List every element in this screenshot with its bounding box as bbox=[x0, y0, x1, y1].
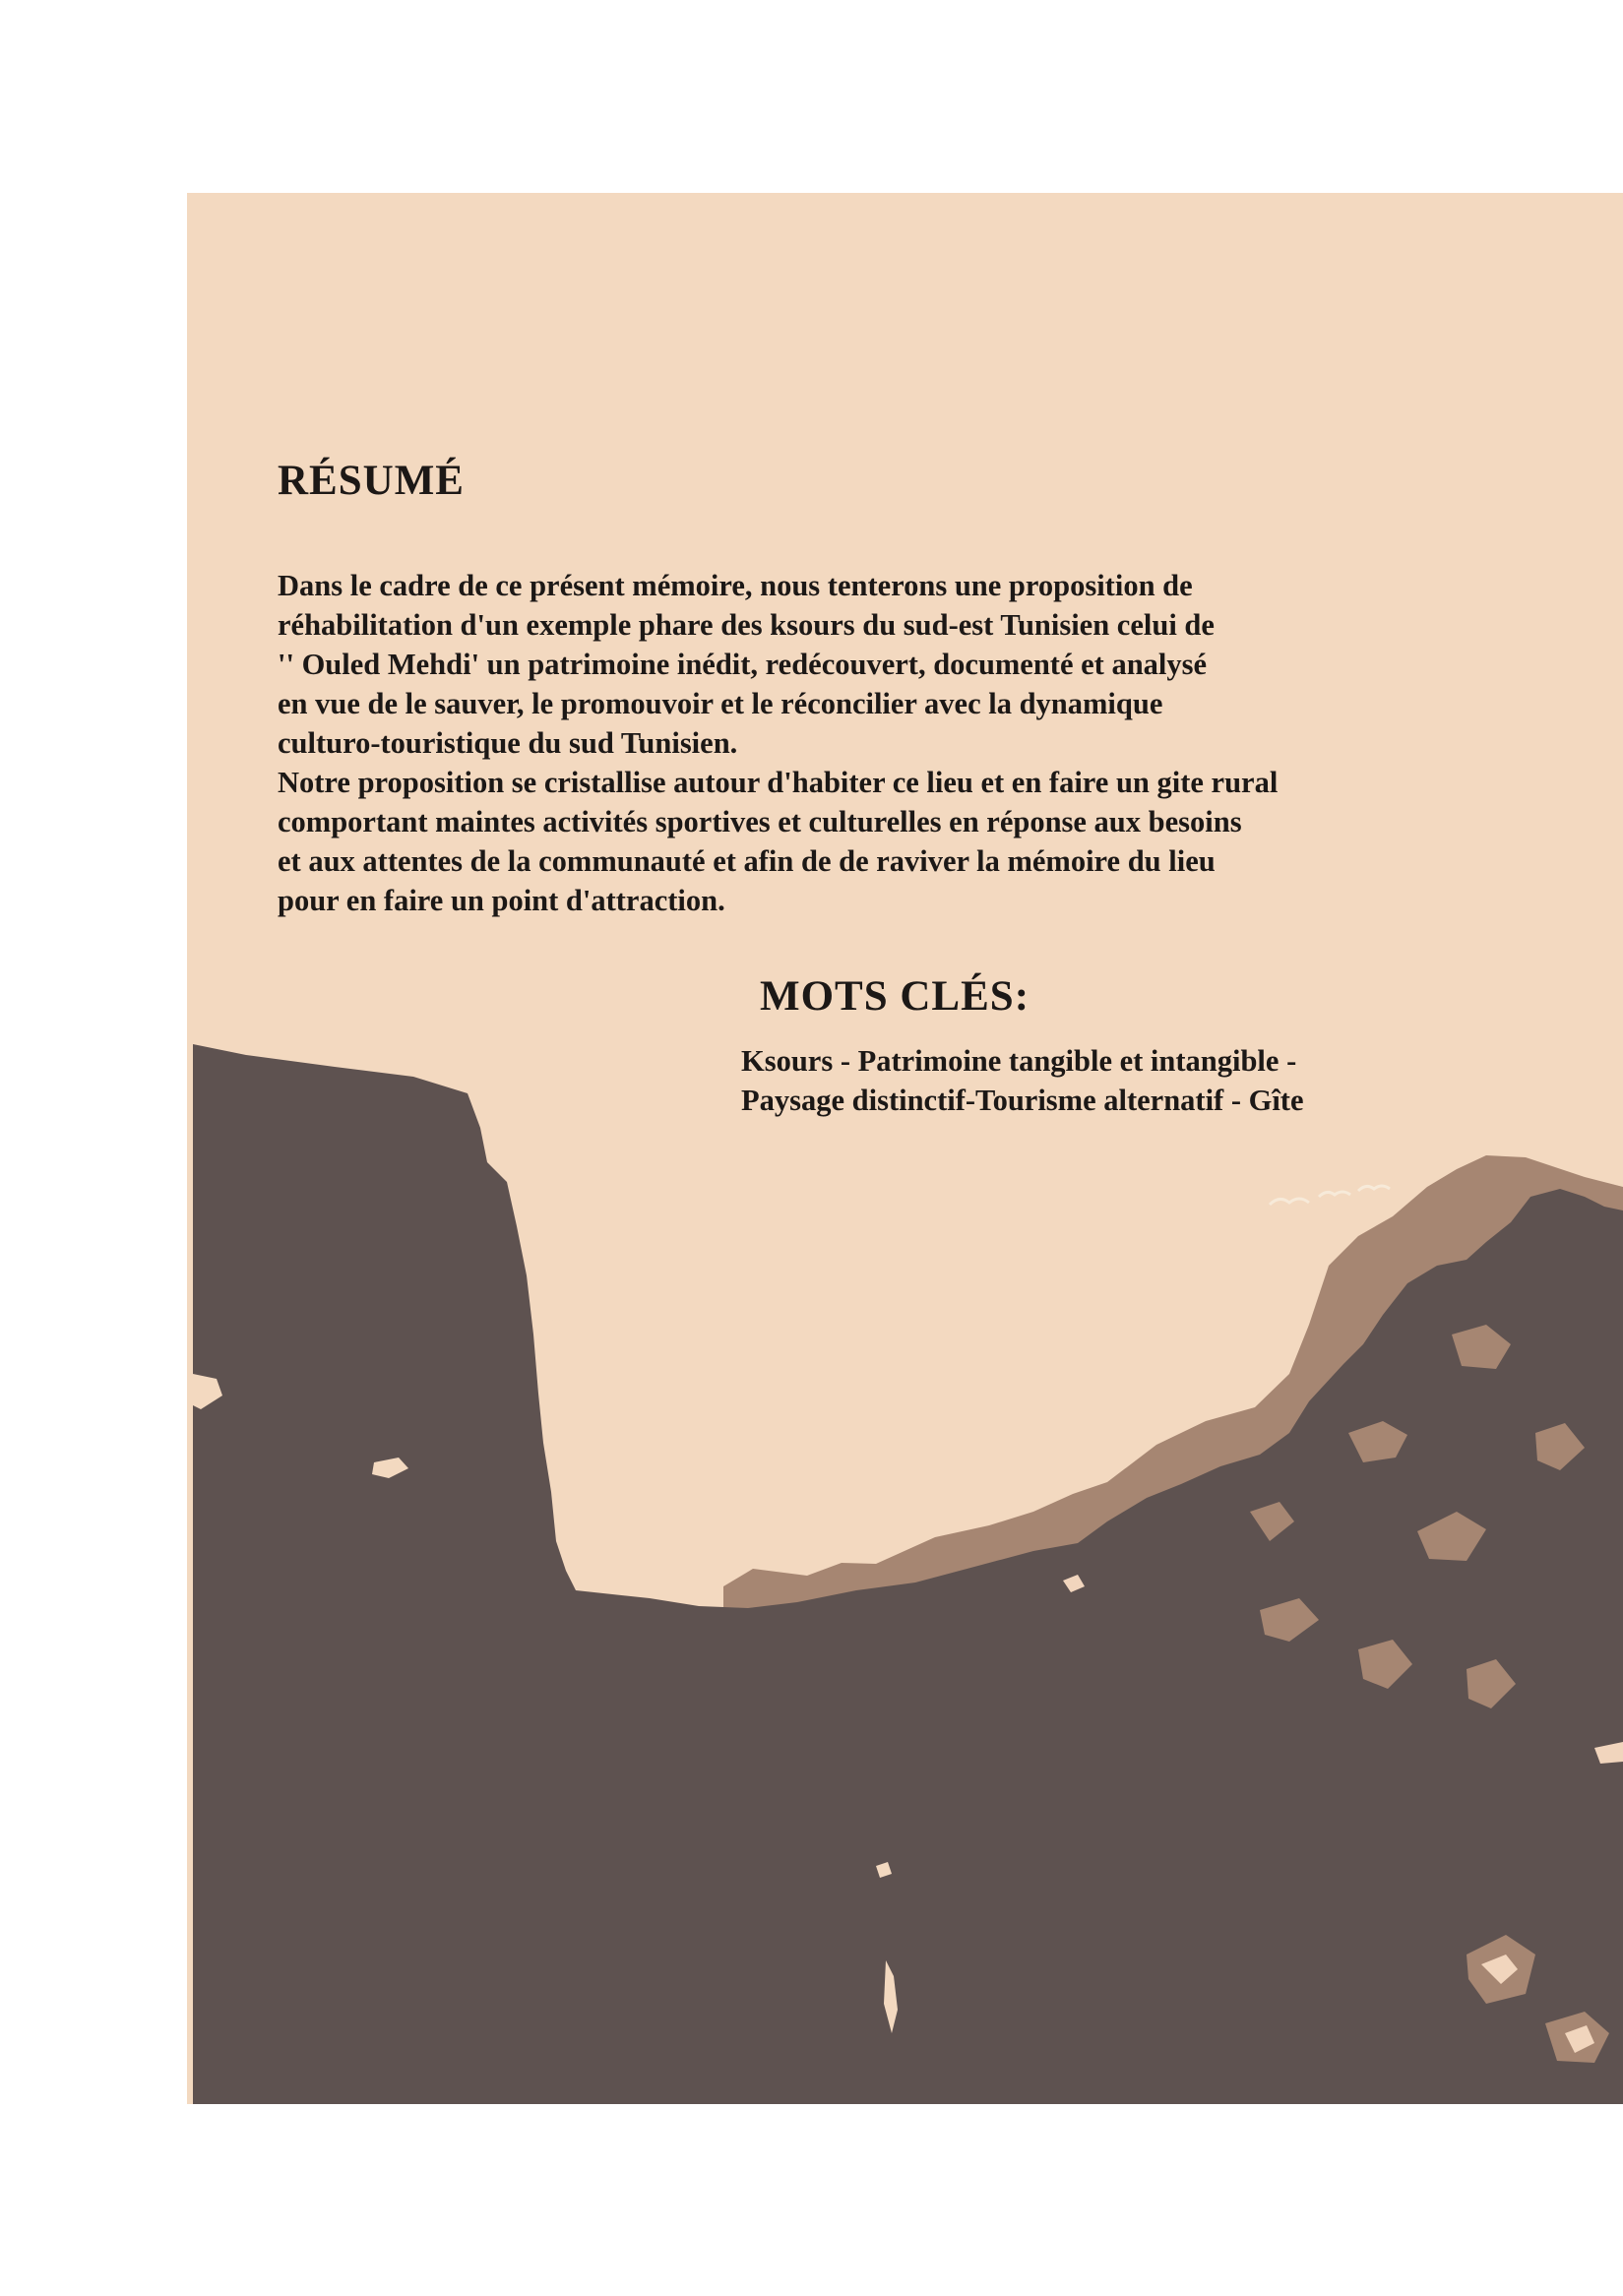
resume-line: réhabilitation d'un exemple phare des ksours du sud-est Tunisien celui de bbox=[278, 608, 1215, 642]
bird-shape bbox=[1270, 1199, 1309, 1205]
resume-line: et aux attentes de la communauté et afin de de raviver la mémoire du lieu bbox=[278, 844, 1216, 878]
resume-paragraph bbox=[278, 566, 1400, 920]
resume-line: pour en faire un point d'attraction. bbox=[278, 884, 725, 917]
keywords-line: Paysage distinctif-Tourisme alternatif - Gîte bbox=[741, 1084, 1304, 1117]
keywords-list bbox=[741, 1041, 1304, 1120]
resume-line: '' Ouled Mehdi' un patrimoine inédit, redécouvert, documenté et analysé bbox=[278, 648, 1208, 681]
keywords-line: Ksours - Patrimoine tangible et intangible - bbox=[741, 1044, 1297, 1078]
resume-line: comportant maintes activités sportives et culturelles en réponse aux besoins bbox=[278, 805, 1242, 838]
resume-line: Dans le cadre de ce présent mémoire, nous tenterons une proposition de bbox=[278, 569, 1193, 602]
resume-line: Notre proposition se cristallise autour d'habiter ce lieu et en faire un gite rural bbox=[278, 766, 1279, 799]
resume-heading: RÉSUMÉ bbox=[278, 458, 465, 504]
cliff-notch bbox=[541, 1300, 563, 1321]
bird-shape bbox=[1358, 1186, 1390, 1191]
keywords-heading: MOTS CLÉS: bbox=[760, 973, 1030, 1020]
bird-shape bbox=[1319, 1192, 1350, 1197]
resume-line: en vue de le sauver, le promouvoir et le réconcilier avec la dynamique bbox=[278, 687, 1163, 720]
resume-line: culturo-touristique du sud Tunisien. bbox=[278, 726, 738, 760]
